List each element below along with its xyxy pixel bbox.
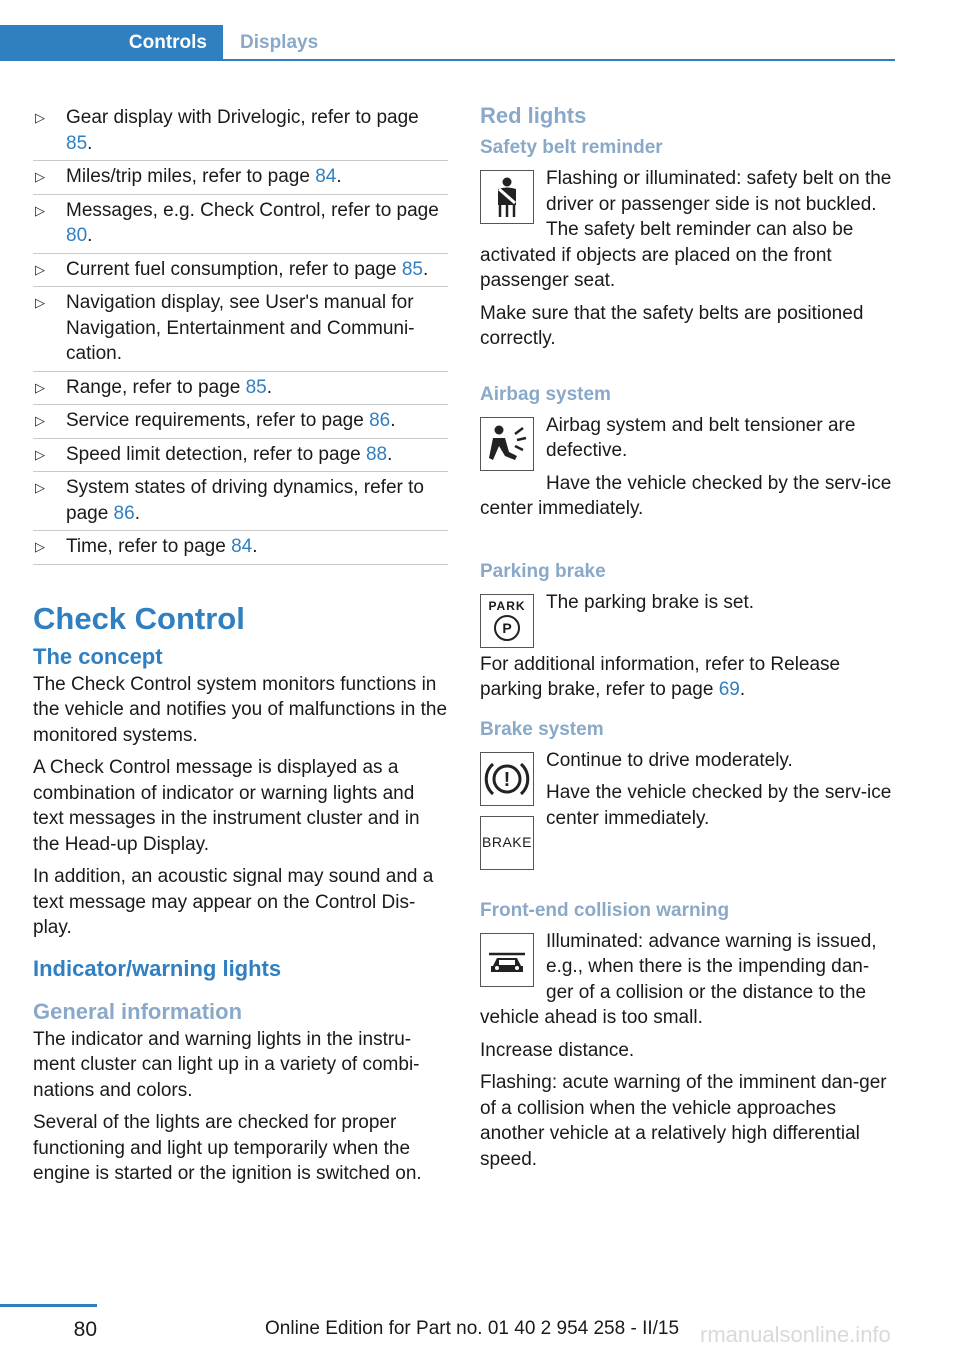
bullet-triangle-icon: ▷: [35, 480, 45, 495]
list-item-end: .: [423, 258, 429, 280]
list-item: [33, 372, 448, 406]
bullet-triangle-icon: ▷: [35, 169, 45, 184]
brake-text-icon: [480, 816, 534, 870]
list-item: [33, 195, 448, 254]
concept-paragraph-3: In addition, an acoustic signal may sound and a text message may appear on the Control Dis‐play.: [33, 866, 434, 938]
left-column: [33, 102, 448, 1194]
general-paragraph-2: Several of the lights are checked for proper functioning and light up temporarily when the engine is started or the ignition is switched on.: [33, 1112, 422, 1184]
collision-block: [480, 929, 892, 1038]
right-column: [480, 102, 892, 1179]
list-item-end: .: [87, 225, 93, 246]
page-number: 80: [73, 1318, 97, 1341]
bullet-triangle-icon: ▷: [35, 413, 45, 428]
list-item: [33, 405, 448, 439]
bullet-triangle-icon: ▷: [35, 202, 45, 218]
heading-parking-brake: Parking brake: [480, 560, 606, 582]
list-item-text: Time, refer to page: [66, 536, 232, 557]
parking-page-link[interactable]: 69: [718, 679, 740, 700]
watermark: rmanualsonline.info: [700, 1322, 891, 1347]
page-link[interactable]: 84: [231, 536, 253, 557]
bullet-triangle-icon: ▷: [35, 261, 45, 277]
parking-paragraph-2-text: For additional information, refer to Release parking brake, refer to page: [480, 653, 841, 700]
page-link[interactable]: 86: [113, 502, 135, 524]
brake-paragraph-2: Have the vehicle checked by the serv‐ice center immediately.: [546, 782, 892, 829]
heading-airbag-system: Airbag system: [480, 383, 611, 405]
bullet-triangle-icon: ▷: [35, 379, 45, 395]
list-item-text: Range, refer to page: [66, 376, 246, 398]
belt-block: [480, 166, 892, 301]
list-item-text: System states of driving dynamics, refer to page: [66, 477, 424, 524]
brake-block: [480, 748, 892, 880]
list-item-text: Navigation display, see User's manual for Navigation, Entertainment and Communi‐cation.: [66, 292, 415, 364]
brake-paragraph-1: Continue to drive moderately.: [546, 749, 793, 771]
page-link[interactable]: 84: [315, 166, 337, 187]
list-item-end: .: [336, 166, 342, 187]
parking-block: [480, 590, 892, 652]
list-item-end: .: [87, 132, 93, 154]
seatbelt-icon: [480, 170, 534, 224]
footer-rule: [0, 1304, 97, 1307]
concept-paragraph-2: A Check Control message is displayed as a combination of indicator or warning lights and text messages in the instrument cluster and in the Head-up Display.: [33, 757, 420, 855]
collision-paragraph-2: Increase distance.: [480, 1039, 635, 1061]
park-icon-letter: P: [494, 615, 520, 641]
brake-icons: [480, 748, 534, 880]
list-item: [33, 161, 448, 195]
heading-safety-belt-reminder: Safety belt reminder: [480, 137, 663, 158]
list-item-end: .: [387, 443, 393, 465]
list-item: [33, 472, 448, 531]
brake-warning-icon-mark: !: [503, 768, 511, 791]
collision-warning-icon: [480, 933, 534, 987]
page-link[interactable]: 85: [66, 132, 88, 154]
display-items-list: [33, 102, 448, 565]
heading-general-information: General information: [33, 998, 243, 1024]
parking-paragraph-1: The parking brake is set.: [546, 591, 755, 613]
subsection-title-concept: The concept: [33, 643, 163, 669]
collision-paragraph-3: Flashing: acute warning of the imminent dan‐ger of a collision when the vehicle approaches another vehicle at a relatively high differential speed.: [480, 1072, 887, 1170]
list-item-end: .: [252, 536, 258, 557]
page-link[interactable]: 80: [66, 225, 88, 246]
heading-brake-system: Brake system: [480, 718, 604, 740]
heading-front-end-collision-warning: Front-end collision warning: [480, 899, 730, 921]
park-icon: [480, 594, 534, 648]
park-icon-label: PARK: [488, 599, 526, 613]
header-tabs: [0, 25, 895, 61]
concept-paragraph-1: The Check Control system monitors functions in the vehicle and notifies you of malfunctions in the monitored systems.: [33, 673, 448, 746]
header-rule: [0, 59, 895, 61]
list-item-text: Service requirements, refer to page: [66, 410, 370, 431]
belt-paragraph-1: Flashing or illuminated: safety belt on the driver or passenger side is not buckled. The safety belt reminder can also be activated if objects are placed on the front passenger seat.: [480, 168, 892, 291]
list-item-text: Gear display with Drivelogic, refer to page: [66, 107, 419, 128]
page-link[interactable]: 85: [401, 258, 423, 280]
airbag-paragraph-2: Have the vehicle checked by the serv‐ice center immediately.: [480, 472, 892, 519]
brake-warning-icon: [480, 752, 534, 806]
list-item-text: Messages, e.g. Check Control, refer to page: [66, 199, 439, 221]
list-item-end: .: [266, 376, 272, 398]
tab-displays[interactable]: Displays: [240, 32, 319, 53]
list-item-end: .: [390, 410, 396, 431]
page-link[interactable]: 86: [369, 410, 391, 431]
section-title-check-control: Check Control: [33, 600, 245, 636]
page-link[interactable]: 85: [245, 376, 267, 398]
parking-paragraph-2-end: .: [739, 679, 746, 700]
airbag-block: [480, 413, 892, 529]
bullet-triangle-icon: ▷: [35, 539, 45, 554]
bullet-triangle-icon: ▷: [35, 295, 45, 310]
list-item: [33, 102, 448, 161]
edition-note: Online Edition for Part no. 01 40 2 954 258 - II/15: [265, 1318, 680, 1339]
list-item-text: Speed limit detection, refer to page: [66, 443, 366, 465]
list-item-end: .: [134, 502, 140, 524]
collision-paragraph-1: Illuminated: advance warning is issued, e.g., when there is the impending dan‐ger of a collision or the distance to the vehicle ahead is too small.: [480, 930, 877, 1028]
general-paragraph-1: The indicator and warning lights in the instru‐ment cluster can light up in a variety of combi‐nations and colors.: [33, 1028, 420, 1101]
list-item: [33, 439, 448, 473]
page-link[interactable]: 88: [365, 443, 388, 465]
list-item: [33, 287, 448, 372]
subsection-title-indicator-lights: Indicator/warning lights: [33, 955, 282, 981]
airbag-paragraph-1: Airbag system and belt tensioner are defective.: [546, 414, 856, 461]
brake-text-icon-label: BRAKE: [482, 833, 532, 850]
airbag-icon: [480, 417, 534, 471]
tab-controls[interactable]: Controls: [0, 25, 223, 61]
parking-paragraph-2: [480, 652, 892, 703]
belt-paragraph-2: Make sure that the safety belts are positioned correctly.: [480, 302, 864, 349]
heading-red-lights: Red lights: [480, 103, 587, 128]
list-item: [33, 531, 448, 565]
list-item-text: Miles/trip miles, refer to page: [66, 166, 316, 187]
list-item: [33, 254, 448, 288]
bullet-triangle-icon: ▷: [35, 110, 45, 125]
bullet-triangle-icon: ▷: [35, 446, 45, 462]
list-item-text: Current fuel consumption, refer to page: [66, 258, 402, 280]
